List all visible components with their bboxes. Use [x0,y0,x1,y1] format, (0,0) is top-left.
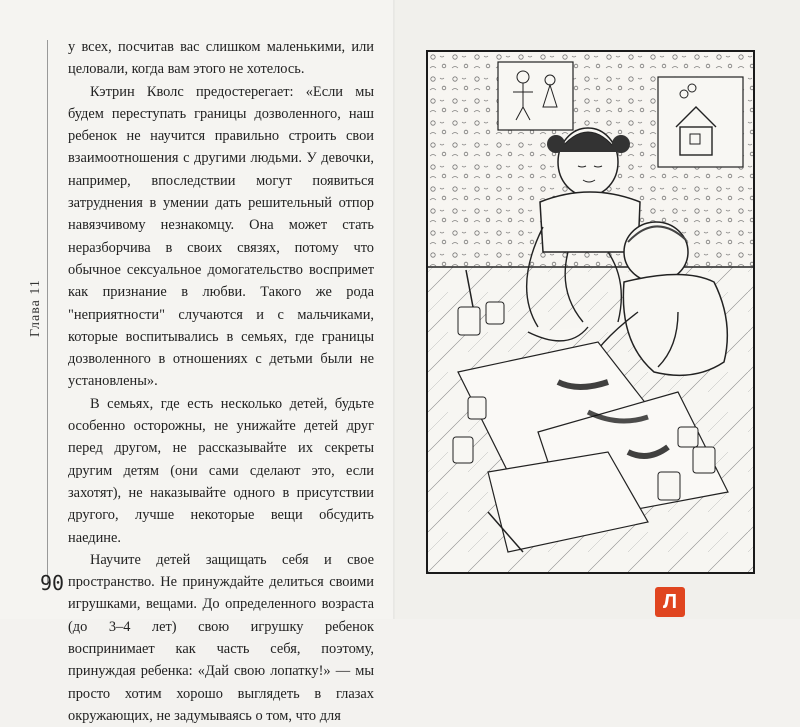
paragraph: Кэтрин Кволс предостерегает: «Если мы будем переступать границы дозволенного, наш ребенок не научится правильно строить свои взаимоотношения с другими людьми. У девочки, например, впоследствии могут появиться затруднения в умении дать решительный отпор навязчивому незнакомцу. Она может стать неразборчива в своих связях, потому что обычное сексуальное домогательство воспримет как признание в любви. Такого же рода "неприятности" случаются и с мальчиками, которые воспитывались в семьях, где границы дозволенного в отношениях с детьми были не установлены». [68,83,374,390]
house-drawing [658,77,743,167]
page-number: 90 [40,571,65,595]
body-text [68,36,374,727]
illustration-drawing [428,52,753,572]
left-page [0,0,395,724]
margin-rule [47,40,48,585]
labirint-logo [655,587,685,617]
stick-figure-drawing [498,62,573,130]
running-head: Глава 11 [28,279,43,337]
paragraph: Научите детей защищать себя и свое пространство. Не принуждайте делиться своими игрушками, вещами. До определенного возраста (до 3–4 лет) свою игрушку ребенок воспринимает как часть себя, поэтому, принуждая ребенка: «Дай свою лопатку!» — мы просто хотим хорошо выглядеть в глазах окружающих, не задумываясь о том, что для [68,551,374,724]
illustration [426,50,755,574]
paragraph: В семьях, где есть несколько детей, будьте особенно осторожны, не унижайте детей друг перед другом, не рассказывайте их секреты другим детям (они сами сделают это, если захотят), не наказывайте одного в присутствии другого, лучше некоторые вещи обсудить наедине. [68,395,374,546]
logo-letter: Л [662,590,678,613]
paragraph: у всех, посчитав вас слишком маленькими, или целовали, когда вам этого не хотелось. [68,39,374,78]
